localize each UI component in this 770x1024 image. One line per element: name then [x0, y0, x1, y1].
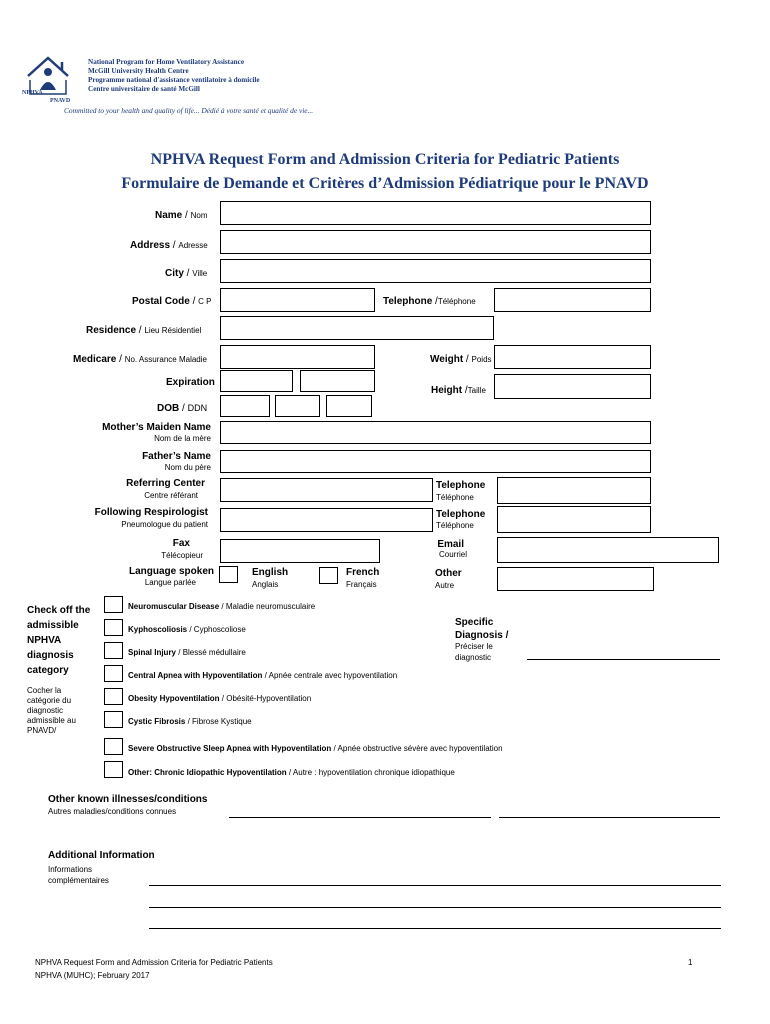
- diagnosis-checkbox-spinal[interactable]: [104, 642, 123, 659]
- additional-info-label: Additional Information: [48, 850, 155, 861]
- referring-telephone-field[interactable]: [497, 477, 651, 504]
- diagnosis-instructions: Check off the admissible NPHVA diagnosis category: [27, 605, 91, 676]
- fax-label: Fax: [172, 538, 190, 549]
- language-label-fr: Langue parlée: [144, 578, 196, 587]
- diagnosis-obesity: Obesity Hypoventilation / Obésité-Hypoventilation: [128, 694, 312, 703]
- expiration-label: Expiration: [166, 377, 215, 388]
- height-label: Height /Taille: [431, 385, 486, 396]
- father-label-fr: Nom du père: [164, 463, 211, 472]
- diagnosis-checkbox-other[interactable]: [104, 761, 123, 778]
- org-line-2: McGill University Health Centre: [88, 67, 189, 75]
- additional-info-line-3[interactable]: [149, 928, 721, 929]
- title-en: NPHVA Request Form and Admission Criteria for Pediatric Patients: [150, 151, 620, 168]
- org-line-4: Centre universitaire de santé McGill: [88, 85, 200, 93]
- diagnosis-instructions-fr: Cocher la catégorie du diagnostic admissible au PNAVD/: [27, 686, 76, 735]
- father-label: Father’s Name: [142, 451, 211, 462]
- name-label: Name / Nom: [155, 210, 208, 221]
- respirologist-telephone-label-fr: Téléphone: [436, 521, 474, 530]
- other-illnesses-line-2[interactable]: [499, 817, 720, 818]
- other-language-label: Other: [435, 568, 462, 579]
- city-field[interactable]: [220, 259, 651, 283]
- name-field[interactable]: [220, 201, 651, 225]
- respirologist-field[interactable]: [220, 508, 433, 532]
- referring-label: Referring Center: [126, 478, 205, 489]
- other-language-field[interactable]: [497, 567, 654, 591]
- diagnosis-neuromuscular: Neuromuscular Disease / Maladie neuromusculaire: [128, 602, 316, 611]
- respirologist-telephone-field[interactable]: [497, 506, 651, 533]
- weight-field[interactable]: [494, 345, 651, 369]
- fax-field[interactable]: [220, 539, 380, 563]
- additional-info-label-fr: Informations complémentaires: [48, 865, 109, 885]
- logo-text-nphva: NPHVA: [22, 90, 43, 96]
- other-illnesses-line-1[interactable]: [229, 817, 491, 818]
- respirologist-label: Following Respirologist: [94, 507, 208, 518]
- additional-info-line-2[interactable]: [149, 907, 721, 908]
- other-illnesses-label-fr: Autres maladies/conditions connues: [48, 807, 177, 816]
- address-label: Address / Adresse: [130, 240, 208, 251]
- diagnosis-central-apnea: Central Apnea with Hypoventilation / Apnée centrale avec hypoventilation: [128, 671, 398, 680]
- email-label-fr: Courriel: [438, 550, 467, 559]
- additional-info-line-1[interactable]: [149, 885, 721, 886]
- org-line-1: National Program for Home Ventilatory Assistance: [88, 58, 245, 66]
- diagnosis-checkbox-cystic-fibrosis[interactable]: [104, 711, 123, 728]
- weight-label: Weight / Poids: [430, 354, 492, 365]
- specific-diagnosis-line[interactable]: [527, 659, 720, 660]
- specific-diagnosis-label-fr: Préciser le diagnostic: [455, 642, 493, 662]
- address-field[interactable]: [220, 230, 651, 254]
- dob-label: DOB / DDN: [157, 403, 208, 414]
- dob-day-field[interactable]: [220, 395, 270, 417]
- expiration-month-field[interactable]: [220, 370, 293, 392]
- diagnosis-severe-osa: Severe Obstructive Sleep Apnea with Hypoventilation / Apnée obstructive sévère avec hypoventilation: [128, 744, 503, 753]
- dob-year-field[interactable]: [326, 395, 372, 417]
- respirologist-label-fr: Pneumologue du patient: [121, 520, 208, 529]
- title-fr: Formulaire de Demande et Critères d’Admission Pédiatrique pour le PNAVD: [121, 175, 649, 192]
- other-illnesses-label: Other known illnesses/conditions: [48, 794, 208, 805]
- postal-code-label: Postal Code / C P: [132, 296, 212, 307]
- dob-month-field[interactable]: [275, 395, 320, 417]
- org-line-3: Programme national d'assistance ventilatoire à domicile: [88, 76, 260, 84]
- footer-title: NPHVA Request Form and Admission Criteria for Pediatric Patients: [35, 958, 273, 967]
- referring-center-field[interactable]: [220, 478, 433, 502]
- english-checkbox[interactable]: [219, 566, 238, 583]
- diagnosis-checkbox-kyphoscoliosis[interactable]: [104, 619, 123, 636]
- father-name-field[interactable]: [220, 450, 651, 473]
- logo-text-pnavd: PNAVD: [50, 98, 71, 104]
- diagnosis-kyphoscoliosis: Kyphoscoliosis / Cyphoscoliose: [128, 625, 246, 634]
- english-label-fr: Anglais: [252, 580, 279, 589]
- mother-name-field[interactable]: [220, 421, 651, 444]
- residence-label: Residence / Lieu Résidentiel: [86, 325, 202, 336]
- referring-label-fr: Centre référant: [144, 491, 198, 500]
- diagnosis-checkbox-severe-osa[interactable]: [104, 738, 123, 755]
- diagnosis-spinal: Spinal Injury / Blessé médullaire: [128, 648, 246, 657]
- diagnosis-checkbox-neuromuscular[interactable]: [104, 596, 123, 613]
- specific-diagnosis-label: Specific Diagnosis /: [455, 617, 509, 641]
- referring-telephone-label: Telephone: [436, 480, 486, 491]
- telephone-label: Telephone /Téléphone: [383, 296, 476, 307]
- medicare-label: Medicare / No. Assurance Maladie: [73, 354, 207, 365]
- language-label: Language spoken: [128, 566, 214, 577]
- english-label: English: [252, 567, 289, 578]
- french-label: French: [346, 567, 380, 578]
- mother-label: Mother’s Maiden Name: [102, 422, 211, 433]
- diagnosis-checkbox-central-apnea[interactable]: [104, 665, 123, 682]
- email-label: Email: [437, 539, 464, 550]
- mother-label-fr: Nom de la mère: [154, 434, 211, 443]
- residence-field[interactable]: [220, 316, 494, 340]
- tagline: Committed to your health and quality of life... Dédié à votre santé et qualité de vie...: [64, 106, 314, 115]
- page-number: 1: [688, 958, 693, 967]
- email-field[interactable]: [497, 537, 719, 563]
- postal-code-field[interactable]: [220, 288, 375, 312]
- city-label: City / Ville: [165, 268, 208, 279]
- diagnosis-checkbox-obesity[interactable]: [104, 688, 123, 705]
- telephone-field[interactable]: [494, 288, 651, 312]
- diagnosis-other: Other: Chronic Idiopathic Hypoventilation / Autre : hypoventilation chronique idiopathique: [128, 768, 455, 777]
- other-language-label-fr: Autre: [435, 581, 455, 590]
- footer-version: NPHVA (MUHC); February 2017: [35, 971, 150, 980]
- french-label-fr: Français: [346, 580, 377, 589]
- referring-telephone-label-fr: Téléphone: [436, 493, 474, 502]
- medicare-field[interactable]: [220, 345, 375, 369]
- diagnosis-cystic-fibrosis: Cystic Fibrosis / Fibrose Kystique: [128, 717, 252, 726]
- french-checkbox[interactable]: [319, 567, 338, 584]
- height-field[interactable]: [494, 374, 651, 399]
- respirologist-telephone-label: Telephone: [436, 509, 486, 520]
- expiration-year-field[interactable]: [300, 370, 375, 392]
- fax-label-fr: Télécopieur: [161, 551, 203, 560]
